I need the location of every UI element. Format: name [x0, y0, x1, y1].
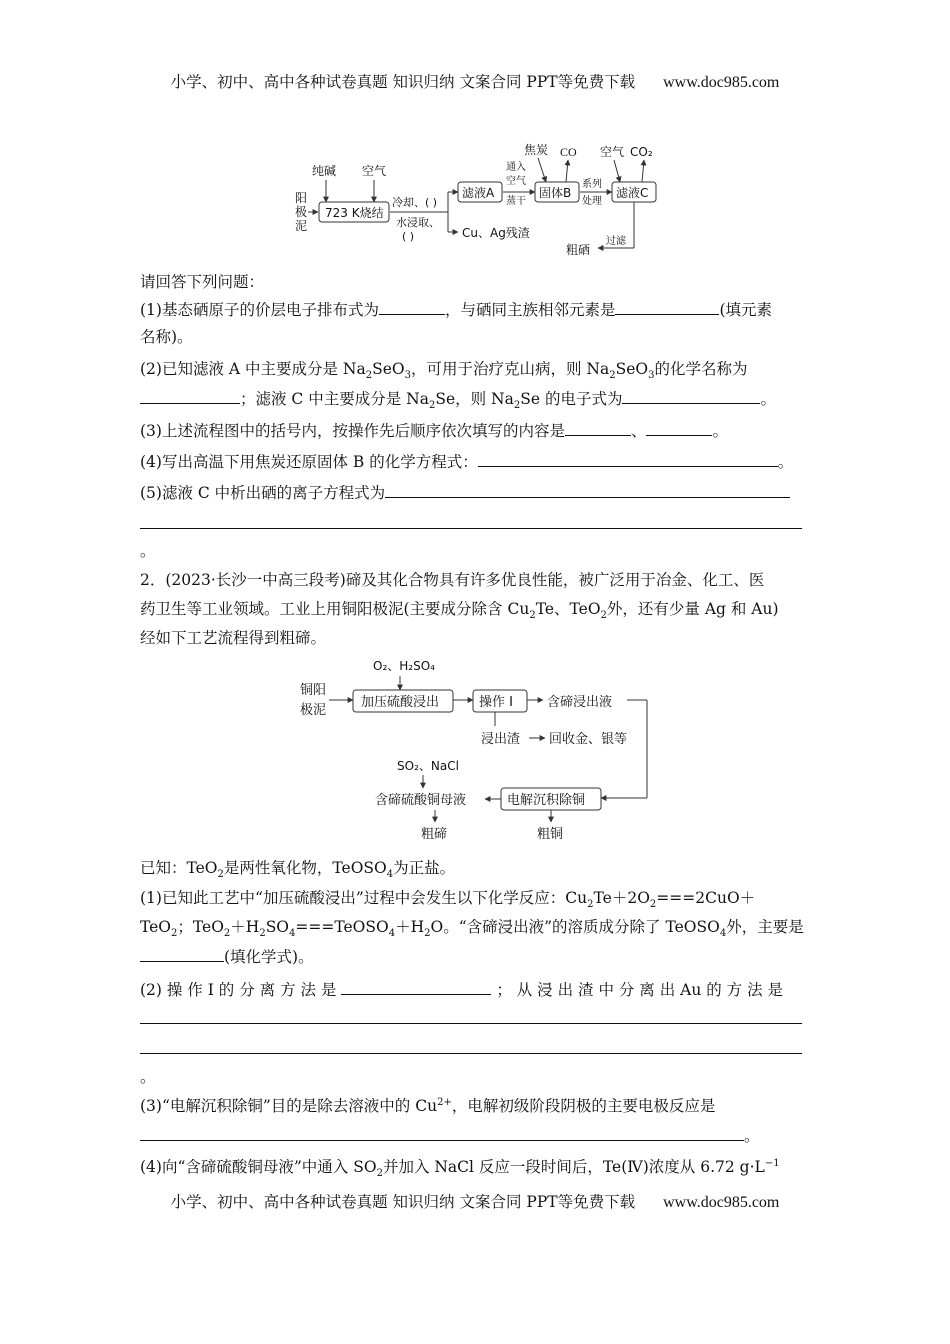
output-co: CO [560, 145, 577, 159]
answer-blank[interactable] [341, 979, 491, 995]
input-air-2: 空气 [600, 145, 625, 159]
box-pressure-leach-label: 加压硫酸浸出 [361, 695, 440, 710]
mother-liquor-label: 含碲硫酸铜母液 [375, 793, 467, 808]
recover-label: 回收金、银等 [549, 732, 628, 747]
q2-part1-line2: TeO$_2$；$TeO_2+H_2SO_4===TeOSO_4+H_2O$。“含碲浸出液”的溶质成分除了 TeOSO$_4$外，主要是 [140, 918, 804, 940]
answer-blank[interactable] [478, 451, 778, 467]
flowchart-tellurium [295, 650, 665, 850]
reagents2-label: SO₂、NaCl [397, 759, 459, 773]
box-solid-b-label: 固体B [539, 186, 572, 200]
q1-part5: (5)滤液 C 中析出硒的离子方程式为 [140, 482, 820, 503]
page-footer [0, 1190, 950, 1212]
op3-line1: 系列 [582, 179, 602, 190]
input-air: 空气 [362, 164, 387, 178]
header-site: www.doc985.com [663, 74, 780, 91]
box-filtrate-a-label: 滤液A [462, 186, 495, 200]
q2-part1-line1: (1)已知此工艺中“加压硫酸浸出”过程中会发生以下化学反应：$Cu_2Te+2O_2===2CuO+$ [140, 889, 756, 911]
op3-line2: 处理 [582, 196, 602, 207]
q1-part1-line1: (1)基态硒原子的价层电子排布式为 ，与硒同主族相邻元素是 (填元素 [140, 301, 773, 319]
crude-cu-label: 粗铜 [537, 827, 564, 842]
start-label-2: 极泥 [300, 703, 327, 718]
residue-label: Cu、Ag残渣 [462, 226, 530, 240]
answer-blank[interactable] [379, 299, 445, 315]
answer-blank[interactable] [385, 482, 790, 498]
q2-part4-line1: (4)向“含碲硫酸铜母液”中通入 $SO_2$并加入 NaCl 反应一段时间后，Te(Ⅳ)浓度从 6.72 $g\cdot L^{-1}$ [140, 1157, 780, 1180]
op1-line2: 水浸取、 [396, 216, 440, 229]
op1-line1: 冷却、( ) [392, 196, 438, 209]
box-filtrate-c-label: 滤液C [616, 186, 649, 200]
op1-line3: ( ) [402, 230, 415, 243]
q2-part1-line3: (填化学式)。 [140, 946, 820, 967]
answer-line[interactable] [140, 528, 802, 529]
q2-stem-line1: 2．(2023·长沙一中高三段考)碲及其化合物具有许多优良性能，被广泛用于冶金、化工、医 [140, 571, 765, 589]
start-label-3: 泥 [295, 219, 308, 233]
start-label-2: 极 [295, 205, 308, 219]
output-co2: CO₂ [630, 145, 653, 159]
q2-known: 已知：TeO$_2$是两性氧化物，TeOSO$_4$为正盐。 [140, 859, 456, 881]
reagents-label: O₂、H₂SO₄ [373, 659, 435, 673]
answer-blank[interactable] [646, 420, 712, 436]
op2-line3: 蒸干 [506, 196, 526, 207]
header-text: 小学、初中、高中各种试卷真题 知识归纳 文案合同 PPT等免费下载 [170, 73, 636, 91]
q2-part3-line1: (3)“电解沉积除铜”目的是除去溶液中的 $Cu^{2+}$，电解初级阶段阴极的主要电极反应是 [140, 1096, 716, 1115]
flowchart-selenium [290, 140, 670, 265]
answer-line[interactable] [140, 1053, 802, 1054]
product-se: 粗硒 [566, 243, 591, 257]
leach-solution-label: 含碲浸出液 [547, 695, 613, 710]
op2-line1: 通入 [506, 162, 526, 173]
start-label-1: 阳 [295, 191, 308, 205]
q1-part1-line2: 名称)。 [140, 328, 193, 346]
q1-part5-end: 。 [140, 542, 156, 560]
input-soda: 纯碱 [312, 164, 337, 178]
footer-site: www.doc985.com [663, 1194, 780, 1211]
box-sinter-label: 723 K烧结 [325, 206, 384, 220]
start-label-1: 铜阳 [300, 683, 327, 698]
q2-stem-line3: 经如下工艺流程得到粗碲。 [140, 629, 327, 647]
answer-blank[interactable] [140, 1125, 744, 1141]
answer-blank[interactable] [140, 388, 240, 404]
answer-blank[interactable] [622, 388, 760, 404]
q2-stem-line2: 药卫生等工业领域。工业上用铜阳极泥(主要成分除含 $Cu_2Te$、TeO$_2$外，还有少量 Ag 和 Au) [140, 600, 779, 622]
q2-part2-line1: (2) 操 作 Ⅰ 的 分 离 方 法 是 ； 从 浸 出 渣 中 分 离 出 Au 的 方 法 是 [140, 981, 784, 999]
q2-part3-line2: 。 [140, 1125, 820, 1146]
q1-part2-line1: (2)已知滤液 A 中主要成分是 $Na_2SeO_3$，可用于治疗克山病，则 $Na_2SeO_3$的化学名称为 [140, 360, 748, 382]
op4-label: 过滤 [606, 236, 626, 247]
box-electro-deposit-label: 电解沉积除铜 [507, 793, 586, 808]
box-operation-1-label: 操作 Ⅰ [479, 695, 513, 710]
answer-blank[interactable] [565, 420, 631, 436]
q1-part2-line2: ；滤液 C 中主要成分是 $Na_2Se$，则 $Na_2Se$ 的电子式为 。 [140, 388, 820, 409]
q1-part3: (3)上述流程图中的括号内，按操作先后顺序依次填写的内容是 、 。 [140, 422, 728, 440]
q1-part4: (4)写出高温下用焦炭还原固体 B 的化学方程式： 。 [140, 453, 794, 471]
answer-blank[interactable] [140, 946, 224, 962]
op2-line2: 空气 [506, 176, 526, 187]
q1-intro: 请回答下列问题： [140, 273, 265, 291]
crude-te-label: 粗碲 [421, 827, 448, 842]
page-header [0, 70, 950, 92]
answer-blank[interactable] [615, 299, 719, 315]
input-coke: 焦炭 [524, 143, 549, 157]
residue-label: 浸出渣 [481, 732, 521, 747]
footer-text: 小学、初中、高中各种试卷真题 知识归纳 文案合同 PPT等免费下载 [170, 1193, 636, 1211]
q2-part2-end: 。 [140, 1068, 156, 1086]
answer-line[interactable] [140, 1023, 802, 1024]
